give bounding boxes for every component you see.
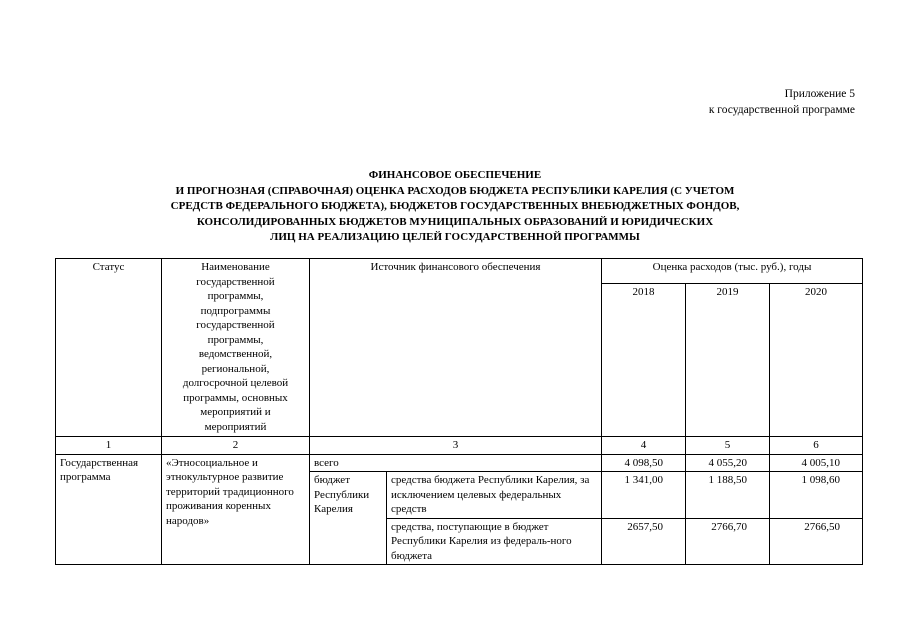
program-status: Государственная программа bbox=[56, 454, 162, 565]
title-line-5: ЛИЦ НА РЕАЛИЗАЦИЮ ЦЕЛЕЙ ГОСУДАРСТВЕННОЙ ПРОГРАММЫ bbox=[270, 231, 640, 243]
appendix-header bbox=[709, 86, 855, 118]
header-name: Наименование государственной программы, подпрограммы государственной программы, ведомственной, региональной, долгосрочной целевой программы, основных мероприятий и мероприятий bbox=[162, 259, 310, 437]
sub1-label: средства бюджета Республики Карелия, за исключением целевых федеральных средств bbox=[387, 472, 602, 519]
col-num-5: 5 bbox=[686, 437, 770, 455]
col-num-2: 2 bbox=[162, 437, 310, 455]
title-line-2: И ПРОГНОЗНАЯ (СПРАВОЧНАЯ) ОЦЕНКА РАСХОДОВ БЮДЖЕТА РЕСПУБЛИКИ КАРЕЛИЯ (С УЧЕТОМ bbox=[175, 184, 735, 197]
col-num-1: 1 bbox=[56, 437, 162, 455]
total-value-2018: 4 098,50 bbox=[602, 454, 686, 472]
header-status: Статус bbox=[56, 259, 162, 437]
title-line-1: ФИНАНСОВОЕ ОБЕСПЕЧЕНИЕ bbox=[368, 169, 542, 181]
sub2-label: средства, поступающие в бюджет Республики Карелия из федераль-ного бюджета bbox=[387, 518, 602, 565]
sub1-value-2018: 1 341,00 bbox=[602, 472, 686, 519]
sub2-value-2019: 2766,70 bbox=[686, 518, 770, 565]
column-number-row bbox=[56, 437, 863, 455]
header-year-2018: 2018 bbox=[602, 284, 686, 437]
sub1-value-2020: 1 098,60 bbox=[770, 472, 863, 519]
program-name: «Этносоциальное и этнокультурное развитие территорий традиционного проживания коренных народов» bbox=[162, 454, 310, 565]
sub2-value-2020: 2766,50 bbox=[770, 518, 863, 565]
title-line-4: КОНСОЛИДИРОВАННЫХ БЮДЖЕТОВ МУНИЦИПАЛЬНЫХ ОБРАЗОВАНИЙ И ЮРИДИЧЕСКИХ bbox=[196, 215, 714, 228]
budget-label: бюджет Республики Карелия bbox=[310, 472, 387, 565]
appendix-line-2: к государственной программе bbox=[708, 104, 855, 116]
appendix-line-1: Приложение 5 bbox=[784, 88, 855, 100]
col-num-6: 6 bbox=[770, 437, 863, 455]
sub2-value-2018: 2657,50 bbox=[602, 518, 686, 565]
header-year-2020: 2020 bbox=[770, 284, 863, 437]
finance-table bbox=[55, 258, 863, 565]
header-estimate: Оценка расходов (тыс. руб.), годы bbox=[602, 259, 863, 284]
total-label: всего bbox=[310, 454, 602, 472]
header-year-2019: 2019 bbox=[686, 284, 770, 437]
document-title bbox=[60, 168, 850, 246]
table-row-total bbox=[56, 454, 863, 472]
total-value-2020: 4 005,10 bbox=[770, 454, 863, 472]
title-line-3: СРЕДСТВ ФЕДЕРАЛЬНОГО БЮДЖЕТА), БЮДЖЕТОВ ГОСУДАРСТВЕННЫХ ВНЕБЮДЖЕТНЫХ ФОНДОВ, bbox=[170, 200, 740, 212]
header-source: Источник финансового обеспечения bbox=[310, 259, 602, 437]
col-num-3: 3 bbox=[310, 437, 602, 455]
col-num-4: 4 bbox=[602, 437, 686, 455]
sub1-value-2019: 1 188,50 bbox=[686, 472, 770, 519]
header-row bbox=[56, 259, 863, 284]
total-value-2019: 4 055,20 bbox=[686, 454, 770, 472]
